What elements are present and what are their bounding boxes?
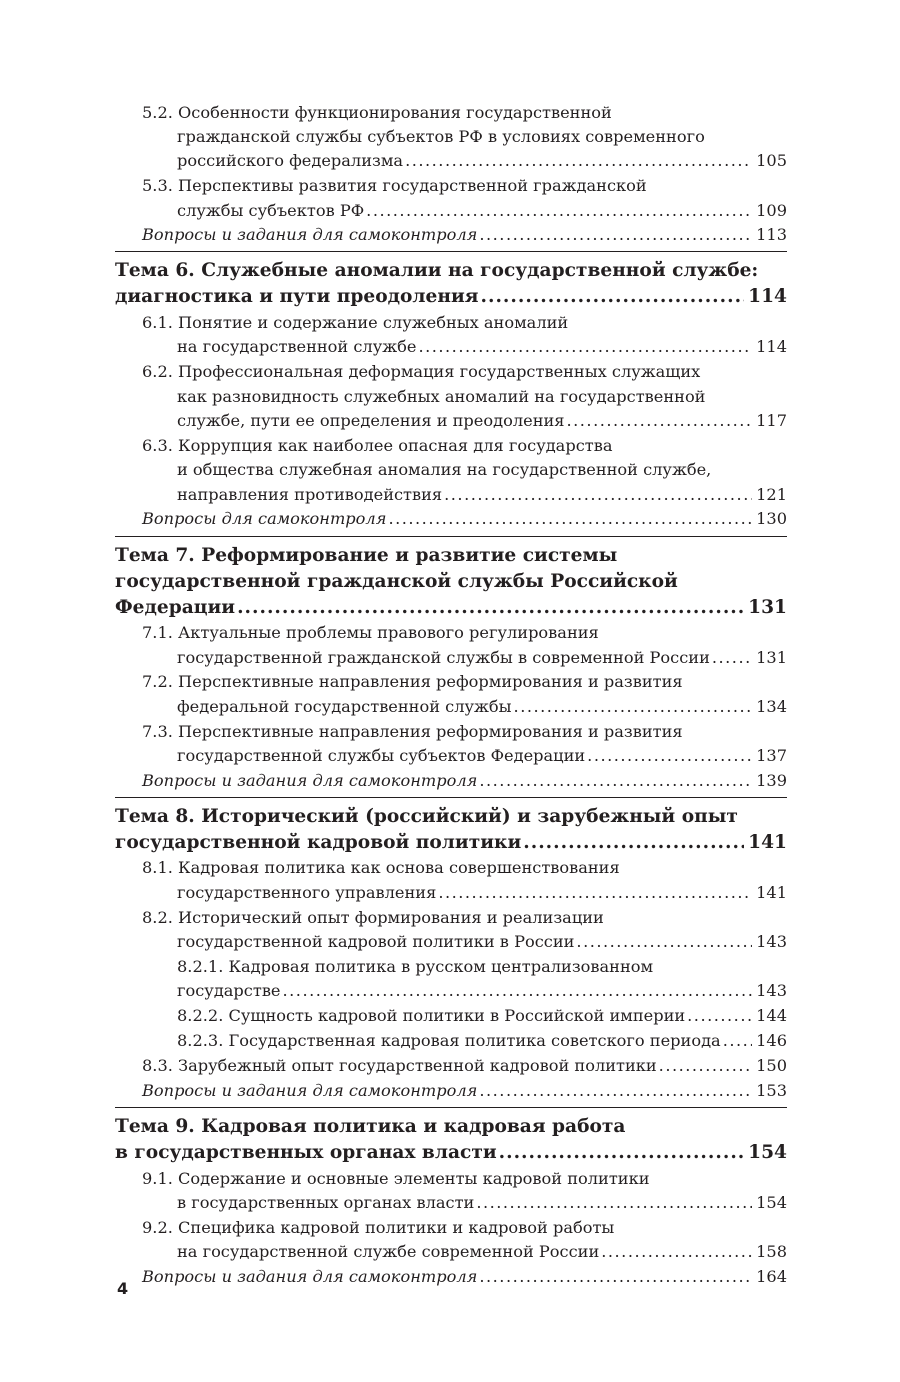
toc-entry-text: государственного управления	[177, 882, 437, 902]
toc-entry-last-line	[142, 881, 787, 905]
toc-entry-last-line	[177, 1004, 787, 1028]
dot-leader	[479, 769, 752, 793]
page-ref: 154	[748, 1142, 787, 1163]
page-ref: 139	[756, 770, 787, 790]
toc-topic-8[interactable]	[115, 797, 787, 856]
toc-topic-line: Тема 6. Служебные аномалии на государственной службе:	[115, 260, 759, 282]
toc-entry-questions-6[interactable]	[115, 507, 787, 531]
page-ref: 141	[756, 882, 787, 902]
page-ref: 153	[756, 1080, 787, 1100]
toc-entry-text: 8.2.2. Сущность кадровой политики в Российской империи	[177, 1006, 686, 1026]
toc-entry-text: государственной службы субъектов Федерации	[177, 746, 586, 766]
toc-entry-last-line	[142, 769, 787, 793]
toc-entry-last-line	[142, 1265, 787, 1289]
toc-entry-last-line	[142, 744, 787, 768]
toc-entry-line: гражданской службы субъектов РФ в условиях современного	[177, 126, 705, 146]
toc-entry-line: 9.1. Содержание и основные элементы кадровой политики	[142, 1168, 650, 1188]
dot-leader	[444, 483, 752, 507]
toc-topic-6[interactable]	[115, 251, 787, 310]
toc-entry-last-line	[142, 1054, 787, 1078]
toc-entry-last-line	[142, 223, 787, 247]
toc-topic-7[interactable]	[115, 536, 787, 621]
toc-entry-line: 6.2. Профессиональная деформация государственных служащих	[142, 362, 701, 382]
toc-entry-text: российского федерализма	[177, 151, 404, 171]
dot-leader	[576, 930, 752, 954]
toc-entry-6-3[interactable]	[115, 434, 787, 507]
toc-entry-line: 6.1. Понятие и содержание служебных аномалий	[142, 312, 569, 332]
dot-leader	[405, 149, 752, 173]
toc-entry-text: Вопросы и задания для самоконтроля	[142, 770, 478, 790]
dot-leader	[712, 646, 752, 670]
toc-entry-text: в государственных органах власти	[177, 1192, 475, 1212]
dot-leader	[366, 199, 752, 223]
dot-leader	[723, 1029, 752, 1053]
toc-topic-text: в государственных органах власти	[115, 1142, 497, 1163]
dot-leader	[659, 1054, 752, 1078]
toc-entry-questions-7[interactable]	[115, 769, 787, 793]
toc-entry-6-1[interactable]	[115, 311, 787, 360]
dot-leader	[481, 284, 745, 310]
toc-entry-text: Вопросы и задания для самоконтроля	[142, 225, 478, 245]
toc-entry-text: государственной кадровой политики в России	[177, 932, 575, 952]
dot-leader	[479, 223, 752, 247]
page-ref: 150	[756, 1056, 787, 1076]
page-ref: 114	[748, 286, 787, 308]
toc-entry-text: Вопросы и задания для самоконтроля	[142, 1266, 478, 1286]
toc-entry-last-line	[142, 409, 787, 433]
dot-leader	[476, 1191, 752, 1215]
toc-topic-line: Тема 7. Реформирование и развитие системы	[115, 544, 618, 566]
toc-entry-last-line	[142, 507, 787, 531]
toc-entry-line: 8.1. Кадровая политика как основа совершенствования	[142, 858, 620, 878]
page-ref: 146	[756, 1031, 787, 1051]
page-ref: 109	[756, 200, 787, 220]
page-ref: 117	[756, 411, 787, 431]
dot-leader	[388, 507, 752, 531]
dot-leader	[479, 1265, 752, 1289]
toc-entry-line: 9.2. Специфика кадровой политики и кадровой работы	[142, 1217, 615, 1237]
dot-leader	[601, 1240, 752, 1264]
page-ref: 143	[756, 981, 787, 1001]
toc-entry-line: 6.3. Коррупция как наиболее опасная для государства	[142, 435, 613, 455]
page-ref: 131	[748, 596, 787, 618]
toc-entry-last-line	[142, 149, 787, 173]
dot-leader	[567, 409, 753, 433]
toc-entry-text: на государственной службе	[177, 337, 417, 357]
page-ref: 137	[756, 746, 787, 766]
page-ref: 121	[756, 484, 787, 504]
toc-entry-text: службы субъектов РФ	[177, 200, 365, 220]
dot-leader	[283, 979, 753, 1003]
toc-entry-questions-8[interactable]	[115, 1079, 787, 1103]
toc-entry-last-line	[142, 695, 787, 719]
toc-entry-7-2[interactable]	[115, 670, 787, 719]
toc-entry-line: и общества служебная аномалия на государственной службе,	[177, 460, 712, 480]
toc-entry-questions-9[interactable]	[115, 1265, 787, 1289]
toc-entry-text: федеральной государственной службы	[177, 696, 512, 716]
page-ref: 143	[756, 932, 787, 952]
toc-entry-text: на государственной службе современной России	[177, 1242, 600, 1262]
toc-entry-line: 5.3. Перспективы развития государственной гражданской	[142, 176, 647, 196]
dot-leader	[479, 1079, 752, 1103]
page-ref: 134	[756, 696, 787, 716]
toc-entry-9-1[interactable]	[115, 1167, 787, 1216]
toc-entry-9-2[interactable]	[115, 1216, 787, 1265]
toc-entry-line: 7.1. Актуальные проблемы правового регулирования	[142, 623, 599, 643]
toc-topic-line: Тема 9. Кадровая политика и кадровая работа	[115, 1116, 626, 1137]
toc-entry-6-2[interactable]	[115, 360, 787, 433]
toc-entry-line: 5.2. Особенности функционирования государственной	[142, 102, 612, 122]
toc-entry-8-1[interactable]	[115, 856, 787, 905]
page-ref: 114	[756, 337, 787, 357]
toc-entry-text: службе, пути ее определения и преодоления	[177, 411, 565, 431]
dot-leader	[587, 744, 752, 768]
toc-topic-9[interactable]	[115, 1107, 787, 1166]
toc-entry-last-line	[142, 1191, 787, 1215]
page-ref: 113	[756, 225, 787, 245]
page-ref: 130	[756, 509, 787, 529]
toc-entry-text: 8.2.3. Государственная кадровая политика советского периода	[177, 1031, 721, 1051]
toc-entry-8-3[interactable]	[115, 1054, 787, 1078]
toc-entry-last-line	[142, 1079, 787, 1103]
toc-entry-last-line	[142, 335, 787, 359]
dot-leader	[687, 1004, 752, 1028]
toc-entry-line: 8.2. Исторический опыт формирования и реализации	[142, 907, 604, 927]
table-of-contents	[115, 100, 787, 1289]
toc-entry-7-3[interactable]	[115, 720, 787, 769]
page-ref: 154	[756, 1192, 787, 1212]
toc-topic-text: Федерации	[115, 596, 236, 618]
dot-leader	[523, 830, 744, 856]
page-ref: 131	[756, 647, 787, 667]
toc-entry-line: 7.3. Перспективные направления реформирования и развития	[142, 721, 683, 741]
toc-entry-text: Вопросы для самоконтроля	[142, 509, 387, 529]
toc-entry-last-line	[142, 646, 787, 670]
page-ref: 105	[756, 151, 787, 171]
toc-topic-last-line	[115, 284, 787, 310]
toc-entry-last-line	[142, 930, 787, 954]
toc-topic-text: диагностика и пути преодоления	[115, 286, 479, 308]
toc-entry-text: Вопросы и задания для самоконтроля	[142, 1080, 478, 1100]
page-ref: 164	[756, 1266, 787, 1286]
toc-entry-8-2[interactable]	[115, 906, 787, 955]
toc-entry-last-line	[177, 1029, 787, 1053]
toc-topic-last-line	[115, 1140, 787, 1166]
dot-leader	[438, 881, 752, 905]
page-number: 4	[117, 1279, 129, 1298]
toc-topic-line: государственной гражданской службы Российской	[115, 570, 678, 592]
toc-entry-line: 8.2.1. Кадровая политика в русском централизованном	[177, 957, 654, 977]
dot-leader	[237, 595, 744, 621]
toc-entry-text: государственной гражданской службы в современной России	[177, 647, 710, 667]
toc-entry-text: 8.3. Зарубежный опыт государственной кадровой политики	[142, 1056, 657, 1076]
dot-leader	[514, 695, 753, 719]
toc-topic-last-line	[115, 830, 787, 856]
toc-entry-8-2-1[interactable]	[115, 955, 787, 1004]
toc-entry-line: 7.2. Перспективные направления реформирования и развития	[142, 672, 683, 692]
toc-entry-text: государстве	[177, 981, 281, 1001]
toc-entry-last-line	[142, 1240, 787, 1264]
toc-topic-text: государственной кадровой политики	[115, 831, 522, 853]
toc-entry-line: как разновидность служебных аномалий на государственной	[177, 386, 706, 406]
toc-topic-line: Тема 8. Исторический (российский) и зарубежный опыт	[115, 805, 738, 827]
dot-leader	[499, 1140, 745, 1166]
toc-topic-last-line	[115, 595, 787, 621]
toc-entry-7-1[interactable]	[115, 621, 787, 670]
toc-entry-text: направления противодействия	[177, 484, 443, 504]
page-ref: 158	[756, 1242, 787, 1262]
toc-entry-last-line	[177, 979, 787, 1003]
dot-leader	[418, 335, 752, 359]
page-ref: 141	[748, 831, 787, 853]
toc-entry-last-line	[142, 483, 787, 507]
toc-entry-last-line	[142, 199, 787, 223]
page-ref: 144	[756, 1006, 787, 1026]
toc-entry-8-2-3[interactable]	[115, 1029, 787, 1053]
toc-entry-questions-5[interactable]	[115, 223, 787, 247]
toc-entry-5-2[interactable]	[115, 101, 787, 174]
toc-entry-8-2-2[interactable]	[115, 1004, 787, 1028]
toc-entry-5-3[interactable]	[115, 174, 787, 223]
